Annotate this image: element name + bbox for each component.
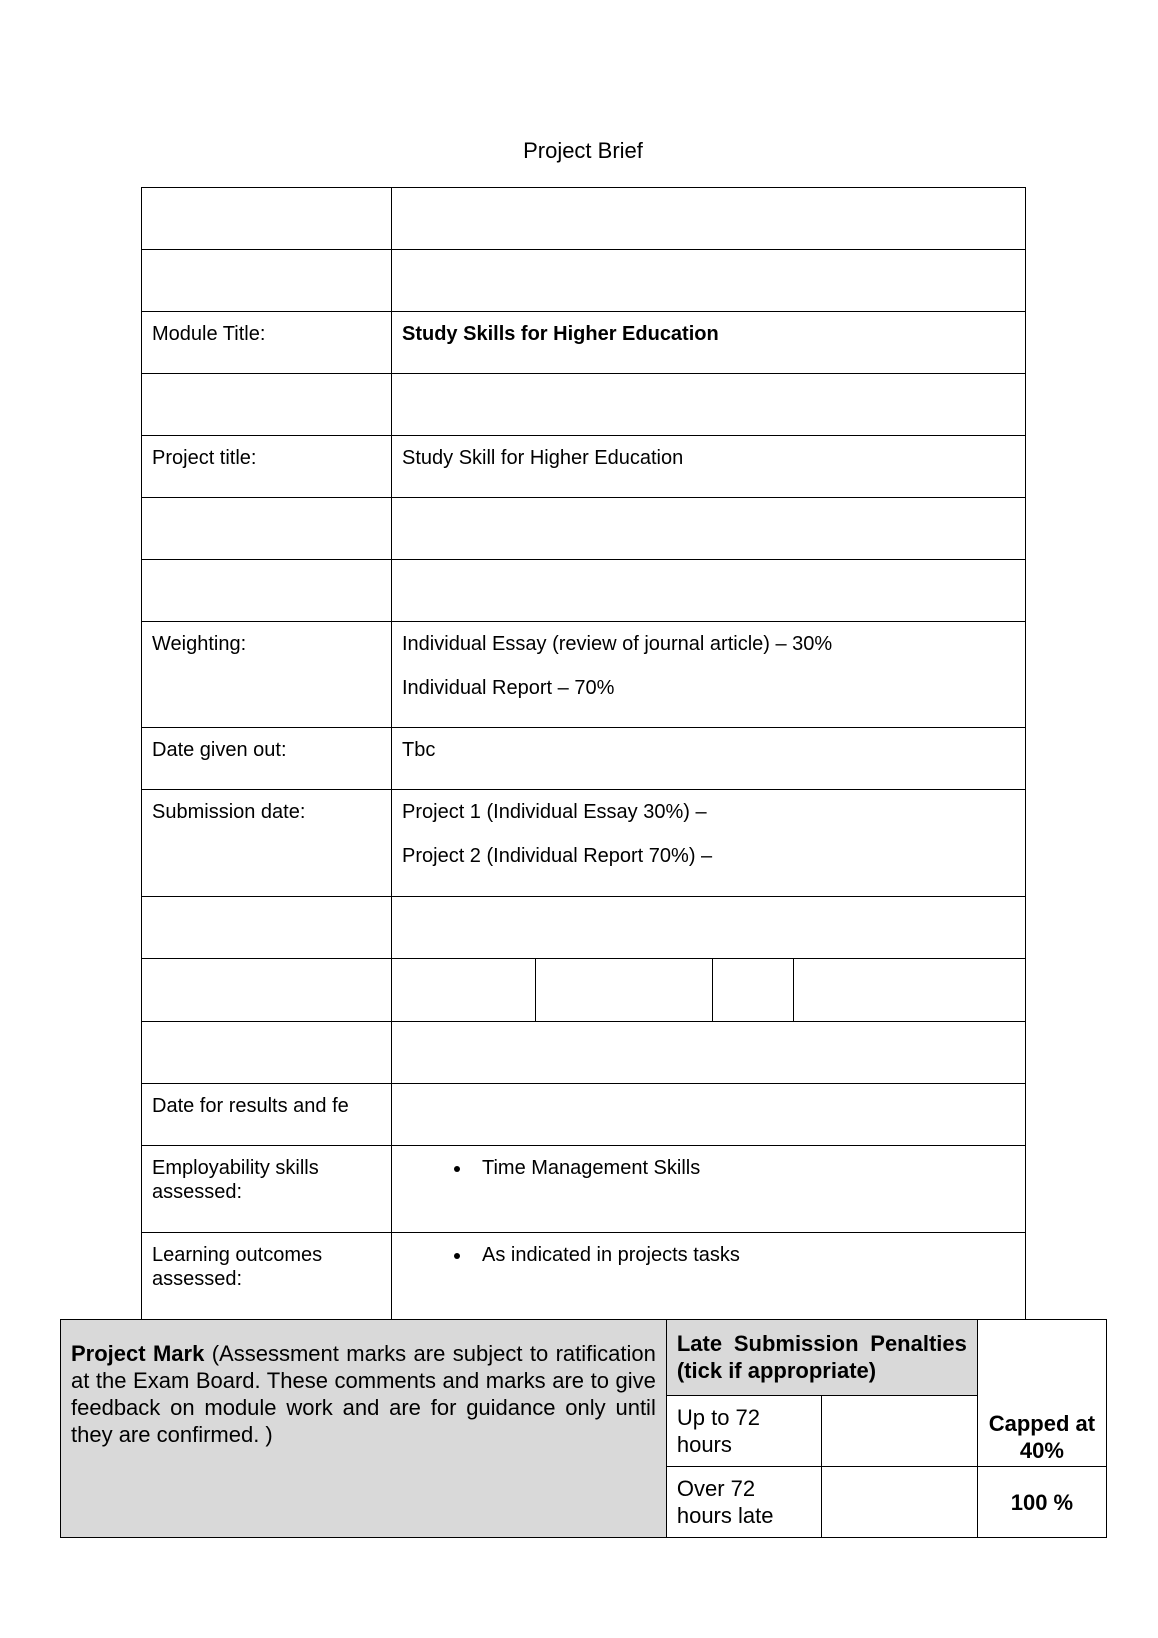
submission-line-1: Project 1 (Individual Essay 30%) –	[402, 801, 707, 823]
empty-subcell	[793, 959, 1025, 1021]
subdivided-cell	[392, 959, 1026, 1022]
empty-subcell	[712, 959, 793, 1021]
table-row	[142, 188, 1026, 250]
module-title-label: Module Title:	[142, 312, 392, 374]
table-row	[142, 1084, 1026, 1146]
empty-cell	[142, 374, 392, 436]
submission-date-value	[392, 790, 1026, 897]
empty-cell	[142, 959, 392, 1022]
project-mark-cell	[61, 1320, 667, 1538]
table-row	[142, 1022, 1026, 1084]
empty-cell	[142, 897, 392, 959]
table-row	[142, 498, 1026, 560]
project-title-label: Project title:	[142, 436, 392, 498]
table-row	[142, 897, 1026, 959]
project-mark-heading: Project Mark	[71, 1341, 205, 1366]
date-given-value: Tbc	[392, 728, 1026, 790]
page-title: Project Brief	[523, 138, 643, 163]
penalty-tick-box-1[interactable]	[822, 1396, 978, 1467]
empty-cell	[392, 897, 1026, 959]
empty-cell	[392, 188, 1026, 250]
table-row	[142, 250, 1026, 312]
learning-outcomes-list	[402, 1243, 1015, 1267]
weighting-line-1: Individual Essay (review of journal article) – 30%	[402, 633, 833, 655]
weighting-label: Weighting:	[142, 622, 392, 728]
project-title-value: Study Skill for Higher Education	[392, 436, 1026, 498]
table-row	[142, 728, 1026, 790]
submission-date-label: Submission date:	[142, 790, 392, 897]
table-row	[142, 622, 1026, 728]
penalty-option-72-hours: Up to 72 hours	[666, 1396, 822, 1467]
empty-cell	[142, 1022, 392, 1084]
weighting-line-2: Individual Report – 70%	[402, 677, 615, 699]
list-item: • As indicated in projects tasks	[472, 1243, 1015, 1267]
results-date-label: Date for results and fe	[142, 1084, 392, 1146]
table-row	[142, 436, 1026, 498]
empty-cell	[392, 250, 1026, 312]
employability-value	[392, 1146, 1026, 1233]
table-row	[142, 790, 1026, 897]
marks-table	[60, 1319, 1107, 1538]
empty-cell	[392, 498, 1026, 560]
empty-cell	[392, 374, 1026, 436]
hundred-percent-label: 100 %	[977, 1467, 1106, 1538]
learning-outcomes-label: Learning outcomes assessed:	[142, 1233, 392, 1320]
penalty-option-over-72-hours: Over 72 hours late	[666, 1467, 822, 1538]
submission-line-2: Project 2 (Individual Report 70%) –	[402, 845, 713, 867]
learning-outcomes-value	[392, 1233, 1026, 1320]
empty-cell	[392, 560, 1026, 622]
list-item: • Time Management Skills	[472, 1156, 1015, 1180]
late-penalties-header: Late Submission Penalties (tick if appropriate)	[666, 1320, 977, 1396]
empty-subcell	[392, 959, 535, 1021]
table-row	[142, 312, 1026, 374]
table-row	[142, 1233, 1026, 1320]
module-title-value: Study Skills for Higher Education	[392, 312, 1026, 374]
penalty-tick-box-2[interactable]	[822, 1467, 978, 1538]
table-row	[142, 959, 1026, 1022]
empty-cell	[142, 188, 392, 250]
subdivided-grid	[392, 959, 1025, 1021]
employability-list	[402, 1156, 1015, 1180]
project-mark-note: (Assessment marks are subject to ratification at the Exam Board. These comments and marks are to give feedback on module work and are for guidance only until they are confirmed. )	[71, 1341, 656, 1447]
empty-cell	[142, 560, 392, 622]
empty-cell	[142, 498, 392, 560]
empty-cell	[392, 1084, 1026, 1146]
empty-cell	[142, 250, 392, 312]
table-row	[142, 560, 1026, 622]
date-given-label: Date given out:	[142, 728, 392, 790]
capped-label: Capped at 40%	[977, 1320, 1106, 1467]
empty-subcell	[535, 959, 712, 1021]
employability-label: Employability skills assessed:	[142, 1146, 392, 1233]
table-row	[142, 374, 1026, 436]
empty-cell	[392, 1022, 1026, 1084]
weighting-value	[392, 622, 1026, 728]
project-brief-table	[141, 187, 1026, 1320]
table-row	[142, 1146, 1026, 1233]
